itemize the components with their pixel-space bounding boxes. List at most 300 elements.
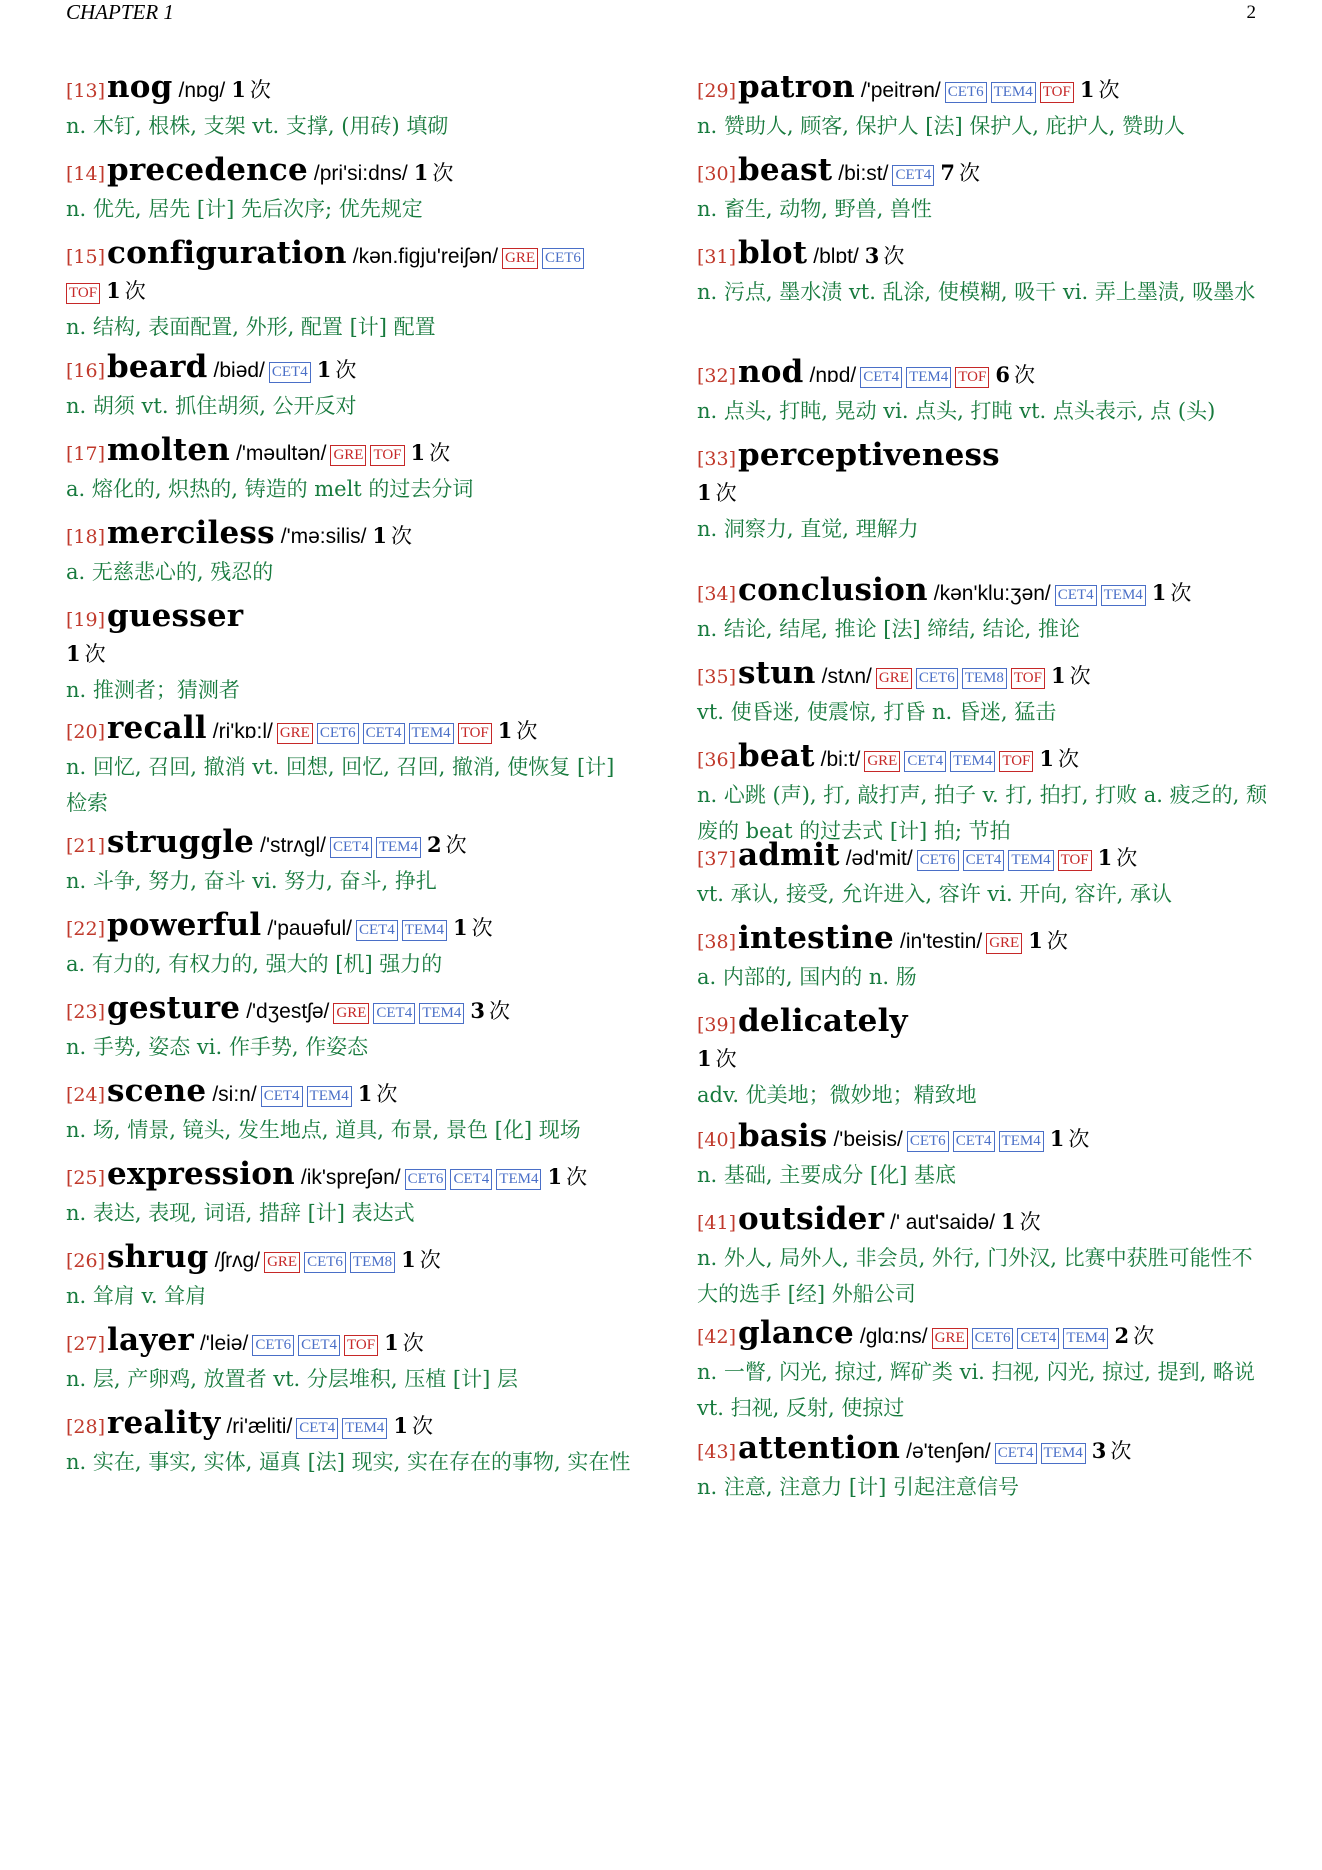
exam-tag-tem8: TEM8: [962, 668, 1007, 689]
exam-tag-tem4: TEM4: [496, 1169, 541, 1190]
occurrence-count: [372, 524, 412, 548]
occurrence-count: [393, 1414, 433, 1438]
entry-index: [17]: [66, 443, 106, 465]
entry-head: [697, 573, 1272, 611]
entry-index: [26]: [66, 1250, 106, 1272]
exam-tag-tem4: TEM4: [1008, 850, 1053, 871]
definition: n. 木钉, 根株, 支架 vt. 支撑, (用砖) 填砌: [66, 114, 449, 138]
headword: patron: [738, 69, 855, 105]
entry-head: [66, 711, 641, 749]
count-unit: 次: [249, 78, 271, 102]
definition: adv. 优美地；微妙地；精致地: [697, 1083, 977, 1107]
definition: n. 点头, 打盹, 晃动 vi. 点头, 打盹 vt. 点头表示, 点 (头): [697, 399, 1216, 423]
entry-index: [33]: [697, 448, 737, 470]
entry-head: [66, 1074, 641, 1112]
count-number: 7: [940, 160, 955, 185]
exam-tag-cet4: CET4: [1055, 585, 1097, 606]
word-entry: [66, 1074, 641, 1148]
exam-tag-cet6: CET6: [542, 248, 584, 269]
exam-tag-cet6: CET6: [907, 1131, 949, 1152]
exam-tag-tof: TOF: [1011, 668, 1045, 689]
headword: gesture: [107, 990, 241, 1026]
phonetic: /glɑ:ns/: [859, 1325, 928, 1348]
word-entry: [66, 433, 641, 507]
entry-index: [20]: [66, 721, 106, 743]
count-number: 1: [372, 523, 388, 548]
entry-head: [697, 656, 1272, 694]
count-unit: 次: [1116, 846, 1138, 870]
exam-tag-tof: TOF: [1040, 82, 1074, 103]
entry-index: [16]: [66, 360, 106, 382]
count-number: 1: [452, 915, 468, 940]
count-unit: 次: [445, 833, 467, 857]
entry-head: [66, 153, 641, 191]
occurrence-count: [231, 78, 271, 102]
phonetic: /nɒd/: [809, 364, 857, 387]
count-number: 3: [864, 243, 880, 268]
exam-tag-cet4: CET4: [892, 165, 934, 186]
headword: nod: [738, 354, 804, 390]
entry-index: [30]: [697, 163, 737, 185]
word-entry: [66, 599, 641, 708]
occurrence-count: [995, 363, 1035, 387]
phonetic: /bi:st/: [838, 162, 889, 185]
occurrence-count: [1092, 1439, 1132, 1463]
word-entry: [66, 825, 641, 899]
count-number: 2: [1114, 1323, 1130, 1348]
word-entry: [66, 350, 641, 424]
definition: n. 结论, 结尾, 推论 [法] 缔结, 结论, 推论: [697, 617, 1081, 641]
definition: n. 注意, 注意力 [计] 引起注意信号: [697, 1475, 1019, 1499]
exam-tag-gre: GRE: [264, 1252, 300, 1273]
phonetic: /in'testin/: [899, 930, 983, 953]
entry-head: [66, 350, 641, 388]
exam-tag-cet6: CET6: [945, 82, 987, 103]
entry-head: [697, 1431, 1272, 1469]
phonetic: /'beisis/: [833, 1128, 903, 1151]
headword: layer: [107, 1322, 194, 1358]
headword: guesser: [107, 598, 244, 634]
word-entry: [697, 573, 1272, 647]
exam-tag-tem4: TEM4: [999, 1131, 1044, 1152]
word-entry: [66, 1323, 641, 1397]
word-entry: [697, 355, 1272, 429]
entry-index: [21]: [66, 835, 106, 857]
word-entry: [66, 991, 641, 1065]
count-unit: 次: [124, 279, 146, 303]
entry-head: [697, 921, 1272, 959]
definition: n. 层, 产卵鸡, 放置者 vt. 分层堆积, 压植 [计] 层: [66, 1367, 518, 1391]
exam-tag-tof: TOF: [66, 283, 100, 304]
entry-head: [697, 236, 1272, 274]
count-unit: 次: [1098, 78, 1120, 102]
word-entry: [66, 1240, 641, 1314]
occurrence-count: [1039, 747, 1079, 771]
headword: nog: [107, 69, 173, 105]
count-number: 1: [357, 1081, 373, 1106]
page-header: [66, 0, 1256, 26]
count-number: 2: [427, 832, 442, 857]
word-entry: [66, 711, 641, 821]
headword: configuration: [107, 235, 347, 271]
entry-index: [35]: [697, 666, 737, 688]
occurrence-count: [453, 916, 493, 940]
count-unit: 次: [391, 524, 413, 548]
count-number: 1: [384, 1330, 399, 1355]
entry-head: [697, 1119, 1272, 1157]
definition: n. 推测者；猜测者: [66, 678, 240, 702]
count-number: 1: [1079, 77, 1095, 102]
definition: n. 污点, 墨水渍 vt. 乱涂, 使模糊, 吸干 vi. 弄上墨渍, 吸墨水: [697, 280, 1256, 304]
count-number: 1: [393, 1413, 408, 1438]
count-number: 1: [106, 278, 121, 303]
exam-tag-gre: GRE: [333, 1003, 369, 1024]
exam-tag-cet4: CET4: [298, 1335, 340, 1356]
entry-head: [66, 599, 641, 672]
entry-index: [36]: [697, 749, 737, 771]
exam-tag-gre: GRE: [864, 751, 900, 772]
headword: glance: [738, 1315, 854, 1351]
headword: molten: [107, 432, 231, 468]
count-unit: 次: [419, 1248, 441, 1272]
occurrence-count: [697, 1047, 737, 1071]
count-number: 1: [1001, 1209, 1016, 1234]
count-unit: 次: [1019, 1210, 1041, 1234]
phonetic: /'dʒestʃə/: [246, 1000, 330, 1023]
count-unit: 次: [1013, 363, 1035, 387]
occurrence-count: [401, 1248, 441, 1272]
occurrence-count: [547, 1165, 587, 1189]
word-entry: [66, 1157, 641, 1231]
headword: beard: [107, 349, 208, 385]
word-entry: [66, 70, 641, 144]
count-number: 1: [401, 1247, 416, 1272]
entry-index: [24]: [66, 1084, 106, 1106]
phonetic: /'peitrən/: [860, 79, 941, 102]
count-unit: 次: [84, 642, 106, 666]
definition: n. 实在, 事实, 实体, 逼真 [法] 现实, 实在存在的事物, 实在性: [66, 1450, 631, 1474]
word-entry: [697, 1119, 1272, 1193]
entry-head: [66, 1323, 641, 1361]
entry-head: [697, 739, 1272, 777]
count-unit: 次: [1046, 929, 1068, 953]
count-number: 1: [1151, 580, 1167, 605]
definition: n. 场, 情景, 镜头, 发生地点, 道具, 布景, 景色 [化] 现场: [66, 1118, 581, 1142]
page-number: 2: [1246, 2, 1256, 23]
entry-index: [31]: [697, 246, 737, 268]
entry-index: [41]: [697, 1212, 737, 1234]
entry-index: [34]: [697, 583, 737, 605]
exam-tag-tem4: TEM4: [991, 82, 1036, 103]
headword: struggle: [107, 824, 255, 860]
entry-index: [22]: [66, 918, 106, 940]
entry-head: [66, 825, 641, 863]
entry-index: [32]: [697, 365, 737, 387]
phonetic: /'strʌgl/: [260, 834, 326, 857]
count-unit: 次: [1170, 581, 1192, 605]
occurrence-count: [106, 279, 146, 303]
entry-head: [697, 1004, 1272, 1077]
entry-index: [14]: [66, 163, 106, 185]
count-number: 1: [697, 1046, 712, 1071]
count-unit: 次: [566, 1165, 588, 1189]
entry-head: [66, 1240, 641, 1278]
entry-head: [66, 1406, 641, 1444]
exam-tag-tof: TOF: [344, 1335, 378, 1356]
word-entry: [697, 838, 1272, 912]
count-unit: 次: [958, 161, 980, 185]
occurrence-count: [498, 719, 538, 743]
occurrence-count: [317, 358, 357, 382]
phonetic: /si:n/: [212, 1083, 257, 1106]
entry-head: [66, 70, 641, 108]
count-number: 1: [66, 641, 81, 666]
exam-tag-cet4: CET4: [1017, 1328, 1059, 1349]
definition: n. 心跳 (声), 打, 敲打声, 拍子 v. 打, 拍打, 打败 a. 疲乏的, 颓废的 beat 的过去式 [计] 拍; 节拍: [697, 783, 1267, 843]
exam-tag-cet4: CET4: [330, 837, 372, 858]
definition: vt. 使昏迷, 使震惊, 打昏 n. 昏迷, 猛击: [697, 700, 1057, 724]
count-unit: 次: [516, 719, 538, 743]
entry-index: [19]: [66, 609, 106, 631]
exam-tag-tof: TOF: [1058, 850, 1092, 871]
count-unit: 次: [1058, 747, 1080, 771]
occurrence-count: [384, 1331, 424, 1355]
count-number: 1: [697, 480, 712, 505]
phonetic: /ri'æliti/: [226, 1415, 293, 1438]
entry-index: [23]: [66, 1001, 106, 1023]
exam-tag-tem4: TEM4: [342, 1418, 387, 1439]
exam-tag-cet4: CET4: [261, 1086, 303, 1107]
exam-tag-cet4: CET4: [963, 850, 1005, 871]
word-entry: [697, 153, 1272, 227]
word-entry: [697, 656, 1272, 730]
headword: perceptiveness: [738, 437, 1000, 473]
count-unit: 次: [489, 999, 510, 1023]
count-unit: 次: [883, 244, 905, 268]
headword: intestine: [738, 920, 894, 956]
entry-index: [38]: [697, 931, 737, 953]
count-number: 1: [1049, 1126, 1065, 1151]
exam-tag-cet6: CET6: [252, 1335, 294, 1356]
occurrence-count: [470, 999, 510, 1023]
phonetic: /ik'spreʃən/: [300, 1166, 401, 1189]
entry-head: [697, 838, 1272, 876]
count-number: 3: [470, 998, 485, 1023]
count-unit: 次: [335, 358, 357, 382]
count-unit: 次: [1068, 1127, 1090, 1151]
exam-tag-gre: GRE: [277, 723, 313, 744]
phonetic: /'məultən/: [236, 442, 327, 465]
entry-head: [66, 433, 641, 471]
headword: blot: [738, 235, 808, 271]
entry-index: [15]: [66, 246, 106, 268]
chapter-title: CHAPTER 1: [66, 0, 174, 24]
exam-tag-gre: GRE: [502, 248, 538, 269]
count-number: 3: [1091, 1438, 1107, 1463]
count-number: 1: [1097, 845, 1113, 870]
entry-index: [29]: [697, 80, 737, 102]
exam-tag-cet4: CET4: [356, 920, 398, 941]
exam-tag-cet4: CET4: [953, 1131, 995, 1152]
occurrence-count: [1114, 1324, 1154, 1348]
exam-tag-cet6: CET6: [317, 723, 359, 744]
headword: precedence: [107, 152, 308, 188]
exam-tag-tem4: TEM4: [950, 751, 995, 772]
definition: n. 耸肩 v. 耸肩: [66, 1284, 207, 1308]
word-entry: [66, 236, 641, 345]
exam-tag-cet4: CET4: [450, 1169, 492, 1190]
exam-tag-tof: TOF: [370, 445, 404, 466]
entry-index: [27]: [66, 1333, 106, 1355]
definition: n. 畜生, 动物, 野兽, 兽性: [697, 197, 932, 221]
entry-head: [697, 355, 1272, 393]
word-entry: [697, 1004, 1272, 1113]
exam-tag-tem4: TEM4: [402, 920, 447, 941]
occurrence-count: [1098, 846, 1138, 870]
exam-tag-tof: TOF: [955, 367, 989, 388]
word-entry: [697, 438, 1272, 547]
count-number: 1: [547, 1164, 563, 1189]
headword: powerful: [107, 907, 262, 943]
occurrence-count: [1001, 1210, 1041, 1234]
definition: a. 熔化的, 炽热的, 铸造的 melt 的过去分词: [66, 477, 474, 501]
definition: n. 结构, 表面配置, 外形, 配置 [计] 配置: [66, 315, 436, 339]
phonetic: /əd'mit/: [845, 847, 913, 870]
exam-tag-cet6: CET6: [916, 668, 958, 689]
entry-head: [66, 236, 641, 309]
exam-tag-tem4: TEM4: [1101, 585, 1146, 606]
word-entry: [697, 1431, 1272, 1505]
entry-index: [43]: [697, 1441, 737, 1463]
count-number: 6: [995, 362, 1010, 387]
phonetic: /ə'tenʃən/: [906, 1440, 991, 1463]
phonetic: /'leiə/: [199, 1332, 249, 1355]
count-unit: 次: [715, 481, 737, 505]
definition: a. 内部的, 国内的 n. 肠: [697, 965, 917, 989]
exam-tag-cet4: CET4: [860, 367, 902, 388]
exam-tag-tof: TOF: [458, 723, 492, 744]
entry-index: [40]: [697, 1129, 737, 1151]
phonetic: /nɒg/: [178, 79, 226, 102]
exam-tag-cet4: CET4: [904, 751, 946, 772]
exam-tag-cet6: CET6: [917, 850, 959, 871]
phonetic: /stʌn/: [821, 665, 872, 688]
word-entry: [697, 1316, 1272, 1426]
word-entry: [697, 70, 1272, 144]
count-number: 1: [1050, 663, 1066, 688]
definition: n. 洞察力, 直觉, 理解力: [697, 517, 919, 541]
count-number: 1: [231, 77, 246, 102]
count-unit: 次: [1110, 1439, 1132, 1463]
occurrence-count: [1051, 664, 1091, 688]
phonetic: /kən'klu:ʒən/: [933, 582, 1051, 605]
entry-head: [66, 908, 641, 946]
definition: n. 外人, 局外人, 非会员, 外行, 门外汉, 比赛中获胜可能性不大的选手 [经] 外船公司: [697, 1246, 1253, 1306]
count-number: 1: [1039, 746, 1055, 771]
phonetic: /bi:t/: [820, 748, 861, 771]
headword: recall: [107, 710, 207, 746]
headword: stun: [738, 655, 816, 691]
entry-head: [697, 1316, 1272, 1354]
phonetic: /ʃrʌg/: [214, 1249, 261, 1272]
entry-index: [25]: [66, 1167, 106, 1189]
exam-tag-cet4: CET4: [363, 723, 405, 744]
count-unit: 次: [471, 916, 493, 940]
definition: a. 无慈悲心的, 残忍的: [66, 560, 274, 584]
phonetic: /pri'si:dns/: [313, 162, 408, 185]
count-unit: 次: [1069, 664, 1091, 688]
entry-index: [18]: [66, 526, 106, 548]
exam-tag-cet4: CET4: [269, 362, 311, 383]
phonetic: /ri'kɒ:l/: [212, 720, 273, 743]
entry-head: [697, 1202, 1272, 1240]
exam-tag-tem4: TEM4: [419, 1003, 464, 1024]
entry-head: [66, 991, 641, 1029]
definition: n. 基础, 主要成分 [化] 基底: [697, 1163, 956, 1187]
count-unit: 次: [432, 161, 454, 185]
word-entry: [697, 739, 1272, 849]
entry-head: [697, 438, 1272, 511]
headword: beat: [738, 738, 815, 774]
entry-index: [39]: [697, 1014, 737, 1036]
definition: n. 胡须 vt. 抓住胡须, 公开反对: [66, 394, 357, 418]
phonetic: /blɒt/: [813, 245, 859, 268]
count-number: 1: [497, 718, 513, 743]
count-unit: 次: [402, 1331, 424, 1355]
entry-index: [37]: [697, 848, 737, 870]
definition: n. 斗争, 努力, 奋斗 vi. 努力, 奋斗, 挣扎: [66, 869, 437, 893]
word-entry: [66, 153, 641, 227]
count-unit: 次: [715, 1047, 737, 1071]
word-entry: [66, 908, 641, 982]
phonetic: /'pauəful/: [267, 917, 352, 940]
count-number: 1: [413, 160, 429, 185]
headword: attention: [738, 1430, 901, 1466]
headword: conclusion: [738, 572, 928, 608]
phonetic: /biəd/: [213, 359, 265, 382]
headword: beast: [738, 152, 833, 188]
exam-tag-tem4: TEM4: [307, 1086, 352, 1107]
occurrence-count: [1028, 929, 1068, 953]
count-number: 1: [410, 440, 426, 465]
headword: basis: [738, 1118, 828, 1154]
definition: n. 回忆, 召回, 撤消 vt. 回想, 回忆, 召回, 撤消, 使恢复 [计] 检索: [66, 755, 615, 815]
headword: merciless: [107, 515, 275, 551]
occurrence-count: [427, 833, 467, 857]
exam-tag-tem4: TEM4: [906, 367, 951, 388]
entry-index: [28]: [66, 1416, 106, 1438]
exam-tag-gre: GRE: [986, 933, 1022, 954]
exam-tag-tem8: TEM8: [350, 1252, 395, 1273]
headword: outsider: [738, 1201, 885, 1237]
exam-tag-tof: TOF: [999, 751, 1033, 772]
exam-tag-cet6: CET6: [972, 1328, 1014, 1349]
count-number: 1: [1028, 928, 1043, 953]
count-unit: 次: [429, 441, 451, 465]
occurrence-count: [1152, 581, 1192, 605]
entry-index: [13]: [66, 80, 106, 102]
headword: expression: [107, 1156, 295, 1192]
exam-tag-cet4: CET4: [373, 1003, 415, 1024]
occurrence-count: [697, 481, 737, 505]
entry-head: [66, 1157, 641, 1195]
occurrence-count: [1080, 78, 1120, 102]
count-unit: 次: [1133, 1324, 1155, 1348]
phonetic: /' aut'saidə/: [890, 1211, 996, 1234]
headword: delicately: [738, 1003, 908, 1039]
phonetic: /'mə:silis/: [280, 525, 367, 548]
word-entry: [66, 516, 641, 590]
